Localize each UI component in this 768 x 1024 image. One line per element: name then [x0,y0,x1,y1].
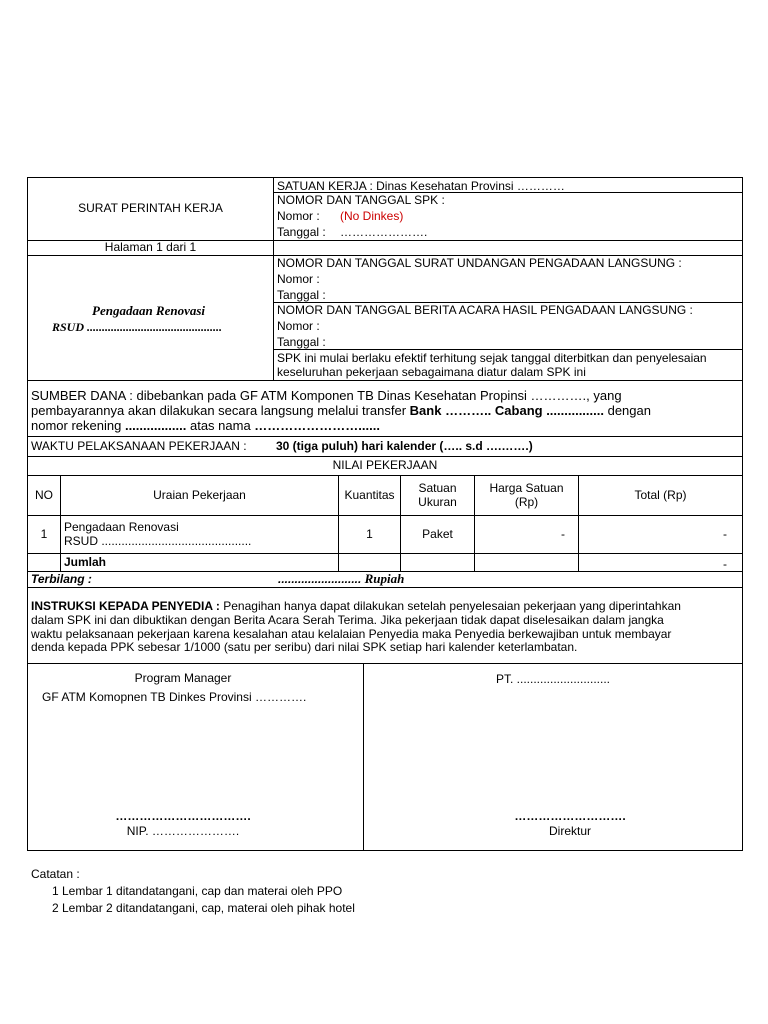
jumlah-total: - [723,557,727,571]
row-no: 1 [40,527,48,541]
terbilang-dots: ......................... [278,572,362,586]
rule [27,475,743,476]
instruksi-line2: dalam SPK ini dan dibuktikan dengan Berita Acara Serah Terima. Jika pekerjaan tidak dapat diselesaikan dalam jangka [31,613,664,627]
sumber-dana-line2 [31,404,651,418]
undangan-tanggal: Tanggal : [277,288,326,302]
row-satuan: Paket [422,527,453,541]
waktu-value: 30 (tiga puluh) hari kalender (….. s.d ….…….) [276,439,533,453]
spk-berlaku-line1: SPK ini mulai berlaku efektif terhitung sejak tanggal diterbitkan dan penyelesaian [277,351,707,365]
spk-tanggal-label: Tanggal : [277,225,326,239]
left-sign-nip: NIP. …………………. [126,824,240,838]
rule [27,553,743,554]
col-header-satuan: Satuan [418,481,457,495]
sumber-dana-line2-a: pembayarannya akan dilakukan secara langsung melalui transfer [31,403,410,418]
left-sign-dots: ……………………………. [115,809,251,823]
catatan-item: 1 Lembar 1 ditandatangani, cap dan materai oleh PPO [52,884,343,898]
row-kuantitas: 1 [366,527,373,541]
halaman: Halaman 1 dari 1 [104,240,197,254]
sumber-dana-line2-b: dengan [603,403,651,418]
waktu-label: WAKTU PELAKSANAAN PEKERJAAN : [31,439,247,453]
atas-nama-dots: ……………………...... [254,418,380,433]
sumber-dana-line1: SUMBER DANA : dibebankan pada GF ATM Komponen TB Dinas Kesehatan Propinsi …………., yang [31,388,622,403]
berita-acara-tanggal: Tanggal : [277,335,326,349]
atas-nama-label: atas nama [186,418,255,433]
sumber-dana-line3 [31,419,380,433]
frame-left-border [27,177,28,851]
left-sign-title: Program Manager [134,671,232,685]
terbilang-rupiah: Rupiah [361,571,405,586]
berita-acara-title: NOMOR DAN TANGGAL BERITA ACARA HASIL PENGADAAN LANGSUNG : [277,303,693,317]
terbilang-label: Terbilang : [31,572,92,586]
rule [27,456,743,457]
rekening-label: nomor rekening [31,418,125,433]
bank-label: Bank ……….. [409,403,492,418]
col-header-ukuran: Ukuran [418,495,457,509]
left-sign-org: GF ATM Komopnen TB Dinkes Provinsi …………. [42,690,307,704]
rule [27,380,743,381]
catatan-title: Catatan : [31,867,80,881]
row-total: - [723,527,727,541]
instruksi-line1 [31,599,681,613]
rekening-dots: ................. [124,418,187,433]
satuan-kerja: SATUAN KERJA : Dinas Kesehatan Provinsi ………… [277,179,565,193]
undangan-nomor: Nomor : [277,272,320,286]
instruksi-label: INSTRUKSI KEPADA PENYEDIA : [31,599,220,613]
col-header-no: NO [35,488,53,502]
col-header-uraian: Uraian Pekerjaan [153,488,246,502]
nilai-title: NILAI PEKERJAAN [332,458,438,472]
instruksi-line3: waktu pelaksanaan pekerjaan karena kesalahan atau kelalaian Penyedia maka Penyedia berkewajiban untuk membayar [31,627,672,641]
frame-top-border [27,177,743,178]
rule [27,515,743,516]
instruksi-line4: denda kepada PPK sebesar 1/1000 (satu per seribu) dari nilai SPK setiap hari kalender keterlambatan. [31,640,578,654]
undangan-title: NOMOR DAN TANGGAL SURAT UNDANGAN PENGADAAN LANGSUNG : [277,256,682,270]
right-sign-dots: ………………………. [514,809,626,823]
col-header-harga: Harga Satuan [489,481,564,495]
nomor-tanggal-spk-label: NOMOR DAN TANGGAL SPK : [277,193,445,207]
pengadaan-rsud: RSUD ............................................. [52,320,223,334]
spk-tanggal-value: …………………. [340,225,428,239]
row-uraian-line2: RSUD ............................................. [64,534,252,548]
col-header-total: Total (Rp) [634,488,687,502]
col-header-kuantitas: Kuantitas [344,488,395,502]
right-sign-role: Direktur [548,824,591,838]
document-title: SURAT PERINTAH KERJA [78,201,223,215]
berita-acara-nomor: Nomor : [277,319,320,333]
rule [27,436,743,437]
right-sign-title: PT. ............................ [495,672,611,686]
catatan-item: 2 Lembar 2 ditandatangani, cap, materai oleh pihak hotel [52,901,355,915]
rule [27,587,743,588]
cabang-label: Cabang ................ [491,403,604,418]
pengadaan-title: Pengadaan Renovasi [92,303,206,318]
frame-bottom-border [27,850,743,851]
spk-berlaku-line2: keseluruhan pekerjaan sebagaimana diatur dalam SPK ini [277,365,586,379]
terbilang-value [278,572,404,586]
rule [27,663,743,664]
row-uraian-line1: Pengadaan Renovasi [64,520,179,534]
instruksi-text1: Penagihan hanya dapat dilakukan setelah penyelesaian pekerjaan yang diperintahkan [219,599,681,613]
col-header-rp: (Rp) [514,495,539,509]
spk-nomor-value: (No Dinkes) [340,209,404,223]
spk-nomor-label: Nomor : [277,209,320,223]
row-harga: - [561,527,565,541]
rule [273,349,743,350]
jumlah-label: Jumlah [64,555,107,569]
frame-right-border [742,177,743,851]
